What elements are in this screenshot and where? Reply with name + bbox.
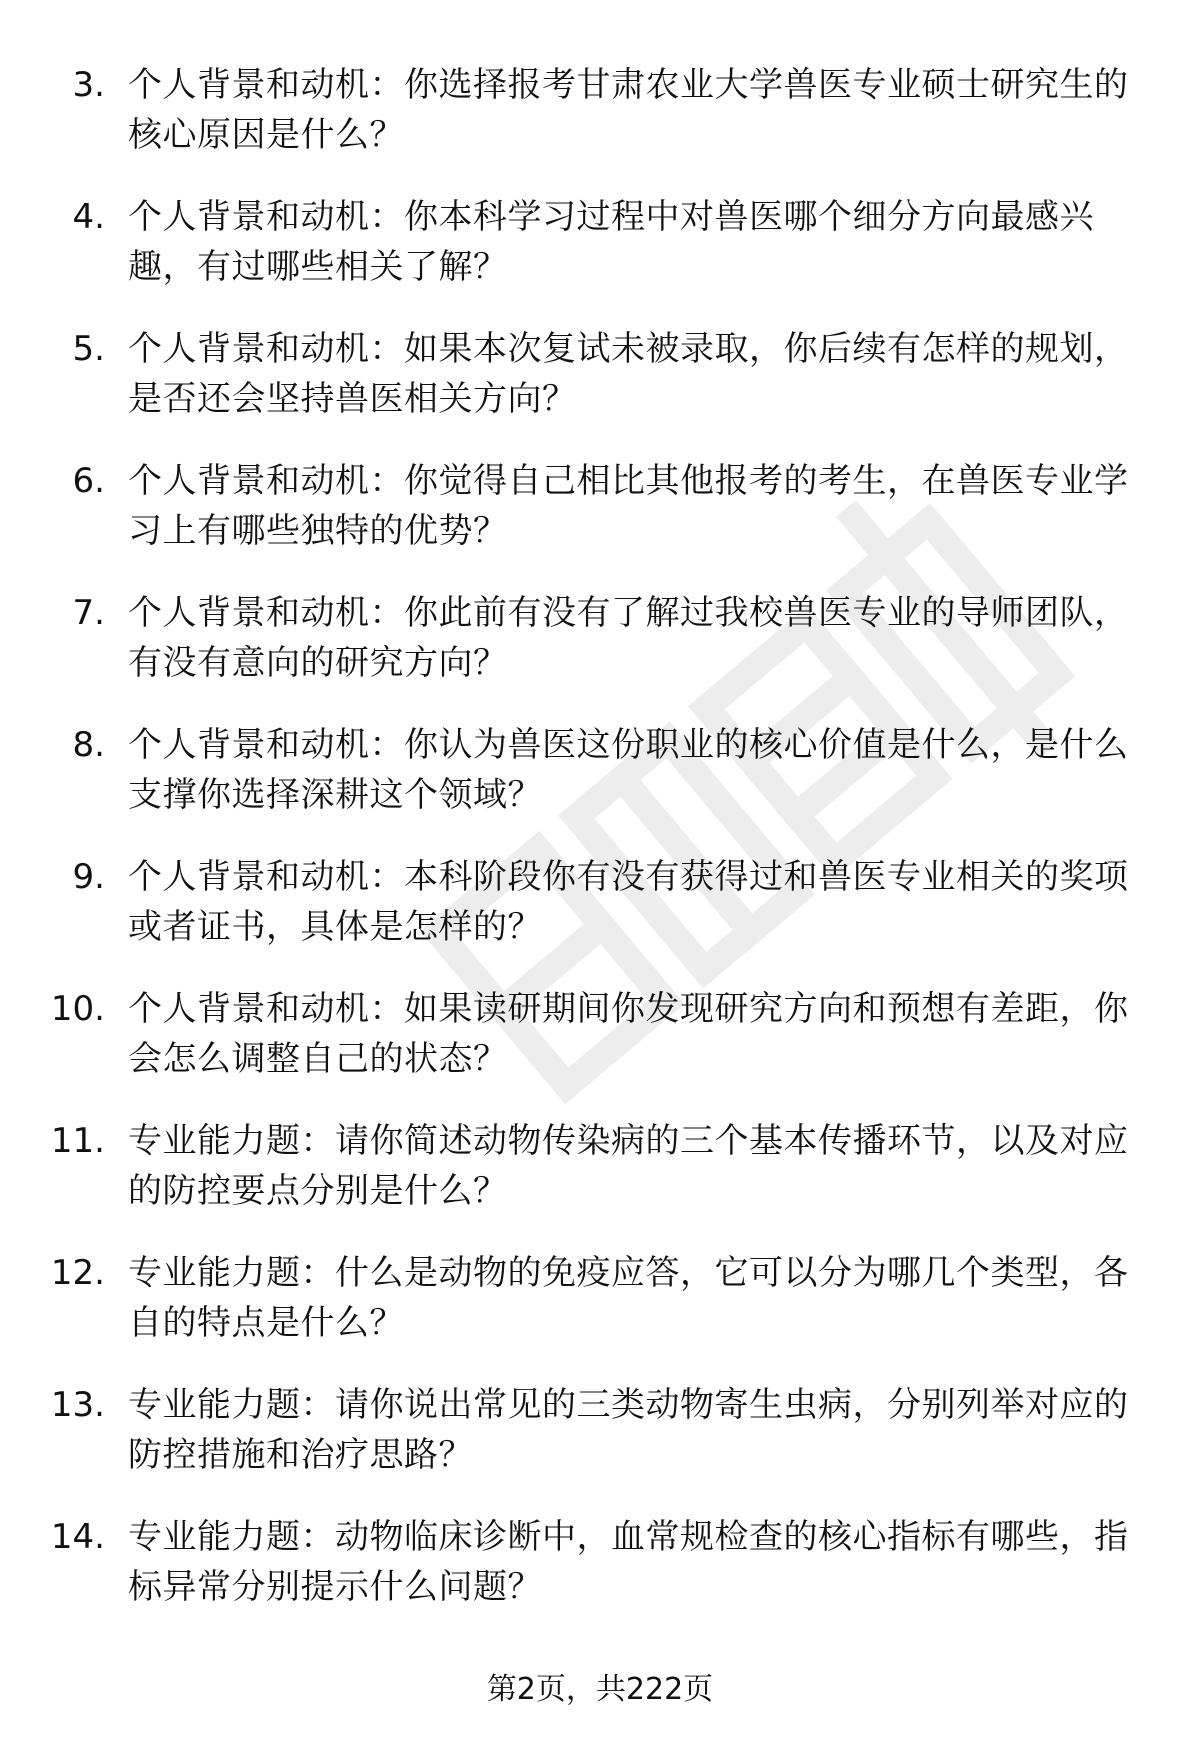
question-number: 12.	[50, 1253, 105, 1293]
question-item	[0, 456, 1200, 588]
question-text: 专业能力题：请你说出常见的三类动物寄生虫病，分别列举对应的防控措施和治疗思路？	[128, 1385, 1129, 1475]
question-item	[0, 1512, 1200, 1644]
question-item	[0, 1380, 1200, 1512]
question-text: 个人背景和动机：你本科学习过程中对兽医哪个细分方向最感兴趣，有过哪些相关了解？	[128, 197, 1094, 287]
question-number: 3.	[72, 65, 105, 105]
question-item	[0, 852, 1200, 984]
question-text: 专业能力题：什么是动物的免疫应答，它可以分为哪几个类型，各自的特点是什么？	[128, 1253, 1129, 1343]
question-text: 专业能力题：动物临床诊断中，血常规检查的核心指标有哪些，指标异常分别提示什么问题？	[128, 1517, 1129, 1607]
question-item	[0, 984, 1200, 1116]
question-number: 6.	[72, 461, 105, 501]
question-number: 9.	[72, 857, 105, 897]
question-item	[0, 324, 1200, 456]
question-list	[0, 60, 1200, 1644]
question-text: 个人背景和动机：你认为兽医这份职业的核心价值是什么，是什么支撑你选择深耕这个领域？	[128, 725, 1129, 815]
question-text: 个人背景和动机：如果本次复试未被录取，你后续有怎样的规划，是否还会坚持兽医相关方向？	[128, 329, 1129, 419]
question-text: 个人背景和动机：本科阶段你有没有获得过和兽医专业相关的奖项或者证书，具体是怎样的？	[128, 857, 1129, 947]
question-number: 4.	[72, 197, 105, 237]
question-item	[0, 1116, 1200, 1248]
question-number: 5.	[72, 329, 105, 369]
question-text: 个人背景和动机：你选择报考甘肃农业大学兽医专业硕士研究生的核心原因是什么？	[128, 65, 1129, 155]
question-text: 个人背景和动机：你此前有没有了解过我校兽医专业的导师团队，有没有意向的研究方向？	[128, 593, 1129, 683]
question-number: 11.	[50, 1121, 105, 1161]
question-number: 7.	[72, 593, 105, 633]
question-item	[0, 60, 1200, 192]
question-number: 10.	[50, 989, 105, 1029]
question-number: 13.	[50, 1385, 105, 1425]
question-item	[0, 588, 1200, 720]
question-item	[0, 1248, 1200, 1380]
question-text: 专业能力题：请你简述动物传染病的三个基本传播环节，以及对应的防控要点分别是什么？	[128, 1121, 1129, 1211]
question-number: 8.	[72, 725, 105, 765]
question-text: 个人背景和动机：如果读研期间你发现研究方向和预想有差距，你会怎么调整自己的状态？	[128, 989, 1129, 1079]
page-number-footer: 第2页，共222页	[486, 1672, 714, 1707]
question-item	[0, 720, 1200, 852]
question-number: 14.	[50, 1517, 105, 1557]
question-text: 个人背景和动机：你觉得自己相比其他报考的考生，在兽医专业学习上有哪些独特的优势？	[128, 461, 1129, 551]
question-item	[0, 192, 1200, 324]
